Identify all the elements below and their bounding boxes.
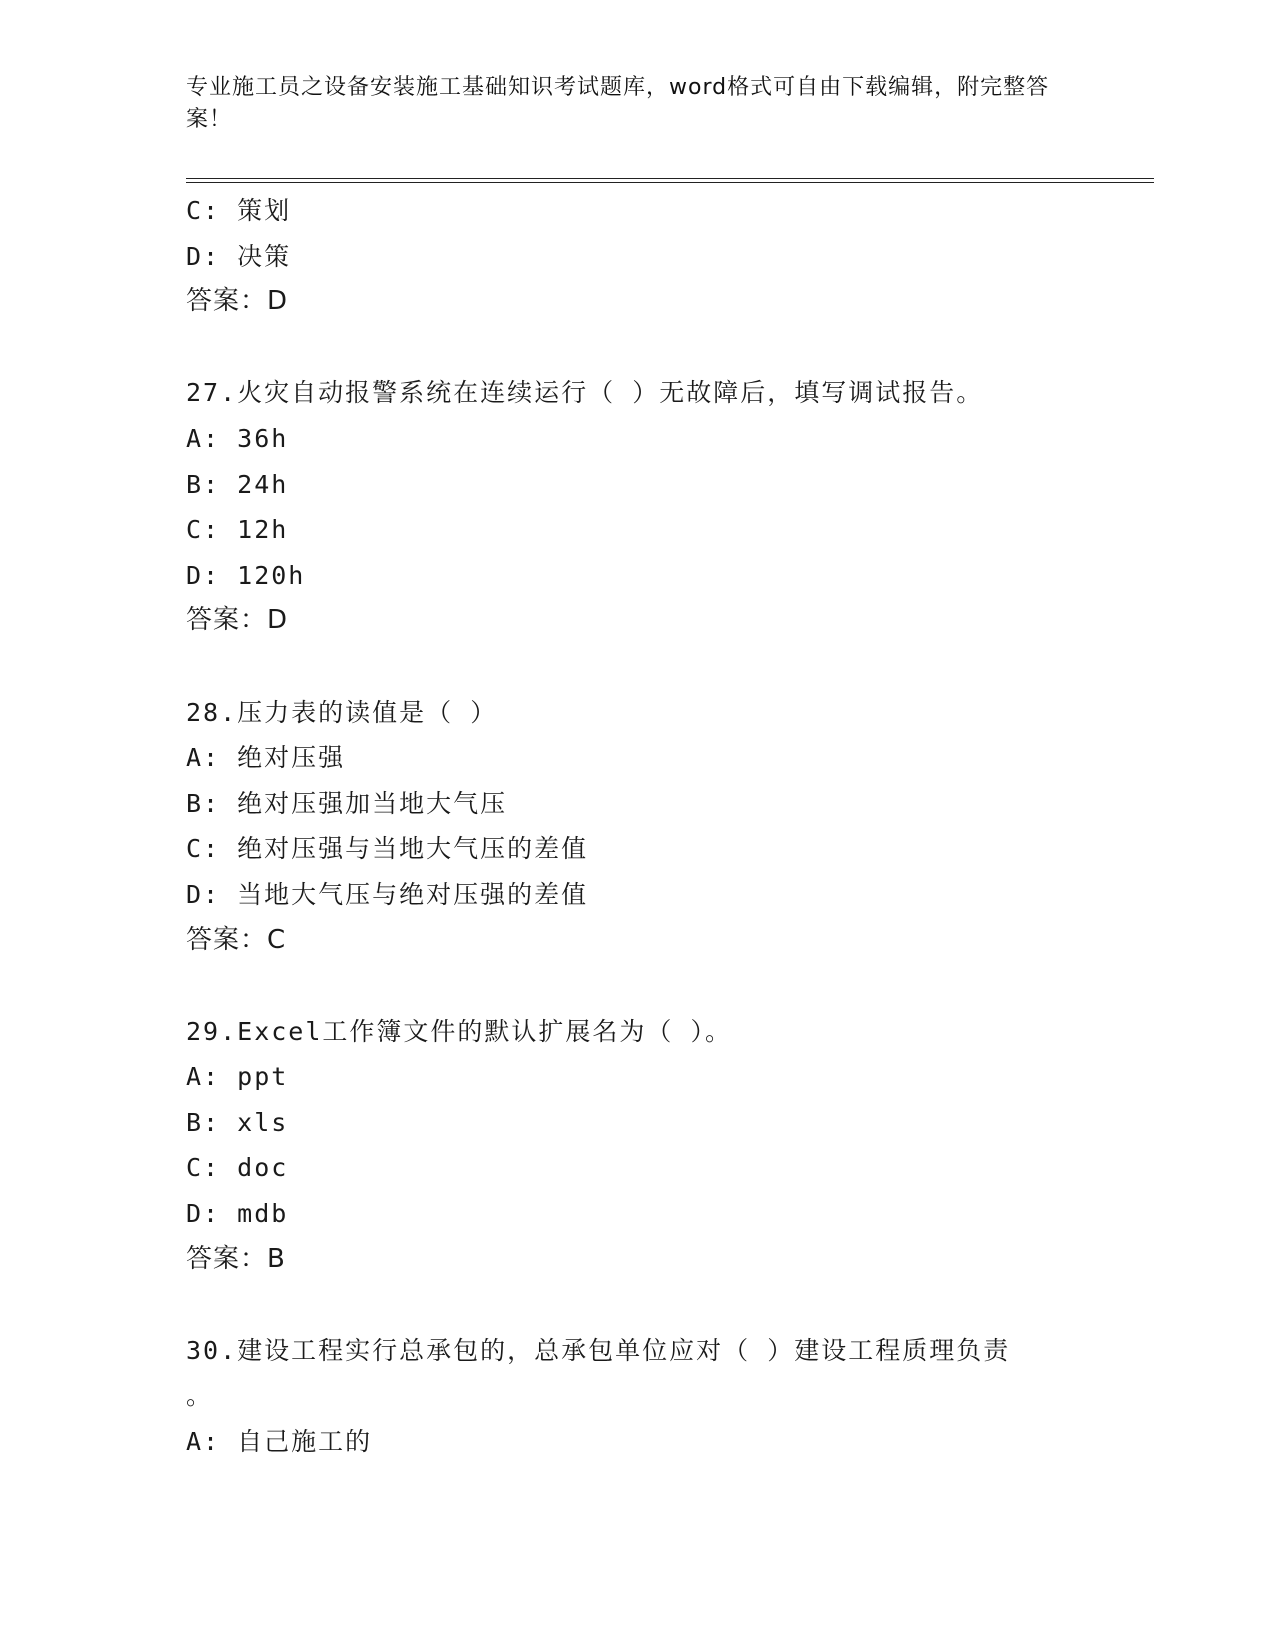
option-b: B: 绝对压强加当地大气压: [186, 788, 508, 818]
answer: 答案：B: [186, 1243, 286, 1274]
option-a: A: 36h: [186, 423, 289, 453]
question-28-stem: 28.压力表的读值是（ ）: [186, 697, 498, 727]
spacer: [186, 1282, 1086, 1328]
spacer: [186, 325, 1086, 371]
option-a: A: 自己施工的: [186, 1427, 373, 1457]
answer: 答案：D: [186, 286, 289, 317]
option-d: D: mdb: [186, 1199, 289, 1229]
question-30-stem: 30.建设工程实行总承包的，总承包单位应对（ ）建设工程质理负责: [186, 1335, 1011, 1365]
option-a: A: ppt: [186, 1062, 289, 1092]
option-c: C: 策划: [186, 196, 292, 225]
option-b: B: 24h: [186, 469, 289, 499]
spacer: [186, 963, 1086, 1009]
header-divider-top: [186, 178, 1154, 179]
page-header: 专业施工员之设备安装施工基础知识考试题库，word格式可自由下载编辑，附完整答案！: [186, 75, 1050, 132]
answer: 答案：C: [186, 924, 287, 955]
spacer: [186, 644, 1086, 690]
answer: 答案：D: [186, 605, 289, 636]
question-30-stem-continuation: 。: [186, 1381, 214, 1411]
option-c: C: doc: [186, 1153, 289, 1183]
option-b: B: xls: [186, 1107, 289, 1137]
option-d: D: 120h: [186, 560, 306, 590]
option-c: C: 绝对压强与当地大气压的差值: [186, 834, 589, 864]
question-content: [186, 188, 1086, 1465]
option-d: D: 当地大气压与绝对压强的差值: [186, 879, 589, 909]
question-27-stem: 27.火灾自动报警系统在连续运行（ ）无故障后，填写调试报告。: [186, 378, 984, 408]
option-a: A: 绝对压强: [186, 743, 346, 773]
question-29-stem: 29.Excel工作簿文件的默认扩展名为（ ）。: [186, 1016, 732, 1046]
header-divider-bottom: [186, 182, 1154, 183]
option-c: C: 12h: [186, 515, 289, 545]
option-d: D: 决策: [186, 241, 292, 271]
